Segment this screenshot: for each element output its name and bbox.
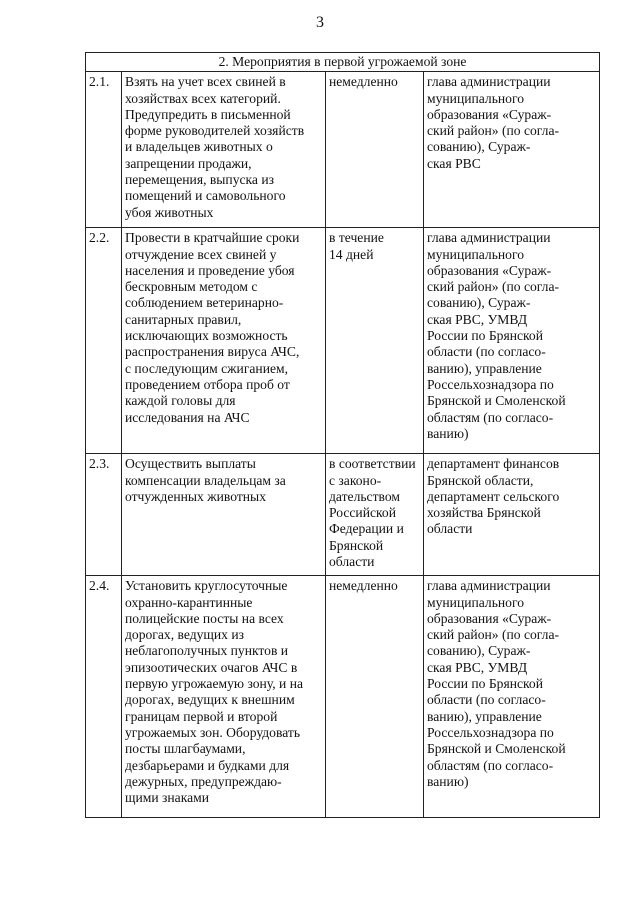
measure-text: Провести в кратчайшие сроки отчуждение всех свиней у населения и проведение убоя бескровным методом с соблюдением ветеринарно- санитарных правил, исключающих возможность распространения вируса АЧС, с последующим сжиганием, проведением отбора проб от каждой головы для исследования на АЧС bbox=[125, 230, 300, 425]
deadline-text: в течение 14 дней bbox=[329, 230, 384, 262]
section-title: 2. Мероприятия в первой угрожаемой зоне bbox=[86, 53, 600, 72]
responsible-cell bbox=[424, 454, 600, 576]
row-number: 2.3. bbox=[86, 454, 122, 576]
responsible-cell bbox=[424, 72, 600, 228]
responsible-cell bbox=[424, 576, 600, 818]
responsible-text: глава администрации муниципального образования «Сураж- ский район» (по согла- сованию), Сураж- ская РВС bbox=[427, 74, 560, 171]
responsible-text: глава администрации муниципального образования «Сураж- ский район» (по согла- сованию), Сураж- ская РВС, УМВД России по Брянской области (по согласо- ванию), управление Россельхознадзора по Брянской и Смоленской областям (по согласо- ванию) bbox=[427, 230, 566, 441]
responsible-text: глава администрации муниципального образования «Сураж- ский район» (по согла- сованию), Сураж- ская РВС, УМВД России по Брянской области (по согласо- ванию), управление Россельхознадзора по Брянской и Смоленской областям (по согласо- ванию) bbox=[427, 578, 566, 789]
row-number: 2.1. bbox=[86, 72, 122, 228]
measure-text: Взять на учет всех свиней в хозяйствах всех категорий. Предупредить в письменной форме руководителей хозяйств и владельцев животных о запрещении продажи, перемещения, выпуска из помещений и самовольного убоя животных bbox=[125, 74, 305, 220]
responsible-cell bbox=[424, 228, 600, 454]
table-row bbox=[86, 576, 600, 818]
row-number: 2.4. bbox=[86, 576, 122, 818]
deadline-cell bbox=[326, 228, 424, 454]
measure-cell bbox=[122, 454, 326, 576]
measure-text: Осуществить выплаты компенсации владельцам за отчужденных животных bbox=[125, 456, 286, 504]
measures-table bbox=[85, 52, 600, 818]
deadline-cell bbox=[326, 576, 424, 818]
measure-text: Установить круглосуточные охранно-карантинные полицейские посты на всех дорогах, ведущих из неблагополучных пунктов и эпизоотических очагов АЧС в первую угрожаемую зону, и на дорогах, ведущих к внешним границам первой и второй угрожаемых зон. Оборудовать посты шлагбаумами, дезбарьерами и будками для дежурных, предупреждаю- щими знаками bbox=[125, 578, 304, 806]
measure-cell bbox=[122, 576, 326, 818]
deadline-cell bbox=[326, 454, 424, 576]
table-row bbox=[86, 72, 600, 228]
row-number: 2.2. bbox=[86, 228, 122, 454]
table-row bbox=[86, 228, 600, 454]
deadline-text: в соответствии с законо- дательством Российской Федерации и Брянской области bbox=[329, 456, 416, 570]
page-number: 3 bbox=[316, 14, 324, 31]
measure-cell bbox=[122, 72, 326, 228]
deadline-text: немедленно bbox=[329, 74, 398, 90]
section-header-row bbox=[86, 53, 600, 72]
deadline-cell bbox=[326, 72, 424, 228]
responsible-text: департамент финансов Брянской области, департамент сельского хозяйства Брянской области bbox=[427, 456, 560, 537]
table-row bbox=[86, 454, 600, 576]
deadline-text: немедленно bbox=[329, 578, 398, 594]
measure-cell bbox=[122, 228, 326, 454]
